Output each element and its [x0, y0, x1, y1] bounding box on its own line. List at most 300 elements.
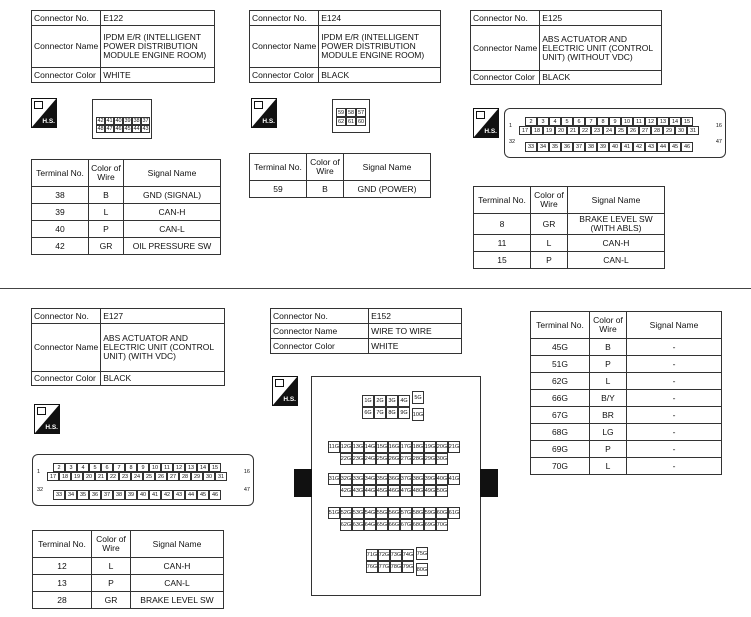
pin-cell: 4 [77, 463, 89, 472]
pin-cell: 52G [340, 507, 352, 519]
e127-connector-face [32, 454, 254, 506]
pin-cell: 36 [89, 490, 101, 500]
pin-cell: 18 [531, 126, 543, 135]
pin-cell: 57 [357, 109, 365, 116]
e124-info-table [249, 10, 441, 83]
pin-cell: 30 [675, 126, 687, 135]
pin-cell: 21G [448, 441, 460, 453]
pin-cell: 38 [133, 118, 140, 124]
pin-cell: 17 [47, 472, 59, 481]
signal-name-cell: CAN-L [131, 575, 224, 592]
pin-cell: 28 [179, 472, 191, 481]
pin-row [53, 463, 221, 472]
connector-latch-right [480, 469, 498, 497]
signal-name-cell: - [627, 407, 722, 424]
pin-row [340, 485, 448, 497]
pin-row [53, 490, 221, 500]
wire-color-cell: GR [92, 592, 131, 609]
pin-cell: 23 [591, 126, 603, 135]
pin-cell: 54G [364, 507, 376, 519]
pin-cell: 10 [149, 463, 161, 472]
pin-cell: 68G [412, 519, 424, 531]
pin-cell: 19 [543, 126, 555, 135]
pin-cell: 12G [340, 441, 352, 453]
pin-cell: 63G [352, 519, 364, 531]
table-row [531, 407, 722, 424]
wire-header: Color of Wire [531, 187, 568, 214]
pin-cell: 34 [65, 490, 77, 500]
pin-cell: 8 [125, 463, 137, 472]
terminal-no-cell: 70G [531, 458, 590, 475]
pin-cell: 44G [364, 485, 376, 497]
pin-cell: 41 [149, 490, 161, 500]
table-row [531, 339, 722, 356]
pin-cell: 58 [347, 109, 355, 116]
terminal-no-cell: 42 [32, 238, 89, 255]
pin-cell: 9G [398, 407, 410, 419]
pin-cell: 26 [627, 126, 639, 135]
signal-name-cell: - [627, 356, 722, 373]
table-row [531, 356, 722, 373]
pin-cell: 11 [633, 117, 645, 126]
pin-cell: 18G [412, 441, 424, 453]
pin-cell: 40 [609, 142, 621, 152]
terminal-no-cell: 59 [250, 181, 307, 198]
pin-cell: 6 [573, 117, 585, 126]
pin-cell: 10 [621, 117, 633, 126]
pin-cell: 20 [83, 472, 95, 481]
table-row [250, 181, 431, 198]
connector-name-value: IPDM E/R (INTELLIGENT POWER DISTRIBUTION MODULE ENGINE ROOM) [319, 26, 441, 68]
pin-cell: 3 [537, 117, 549, 126]
pin-cell: 13G [352, 441, 364, 453]
pin-cell: 64G [364, 519, 376, 531]
pin-label: 32 [37, 487, 44, 493]
connector-color-value: WHITE [101, 68, 215, 83]
terminal-no-cell: 67G [531, 407, 590, 424]
pin-row [340, 519, 448, 531]
signal-header: Signal Name [124, 160, 221, 187]
connector-no-label: Connector No. [32, 11, 101, 26]
pin-cell: 80G [416, 563, 428, 576]
connector-name-value: WIRE TO WIRE [369, 324, 462, 339]
pin-cell: 42G [340, 485, 352, 497]
wire-header: Color of Wire [307, 154, 344, 181]
pin-cell: 56G [388, 507, 400, 519]
pin-cell: 6 [101, 463, 113, 472]
connector-color-label: Connector Color [32, 68, 101, 83]
e122-info-table [31, 10, 215, 83]
connector-name-value: ABS ACTUATOR AND ELECTRIC UNIT (CONTROL UNIT) (WITH VDC) [101, 324, 225, 372]
terminal-no-cell: 8 [474, 214, 531, 235]
pin-cell: 57G [400, 507, 412, 519]
pin-cell: 9 [609, 117, 621, 126]
pin-cell: 39 [597, 142, 609, 152]
pin-cell: 43G [352, 485, 364, 497]
pin-cell: 21 [95, 472, 107, 481]
pin-cell: 38G [412, 473, 424, 485]
table-row [32, 187, 221, 204]
pin-row [362, 395, 410, 407]
harness-side-icon: H.S. [31, 98, 57, 128]
table-row [531, 373, 722, 390]
connector-no-value: E122 [101, 11, 215, 26]
connector-name-label: Connector Name [471, 26, 540, 71]
pin-cell: 59G [424, 507, 436, 519]
terminal-no-cell: 62G [531, 373, 590, 390]
pin-cell: 27 [639, 126, 651, 135]
wire-color-cell: GR [531, 214, 568, 235]
pin-cell: 66G [388, 519, 400, 531]
table-row [33, 575, 224, 592]
connector-name-label: Connector Name [32, 26, 101, 68]
wire-color-cell: L [89, 204, 124, 221]
pin-row [525, 117, 693, 126]
pin-cell: 23G [352, 453, 364, 465]
pin-cell: 38 [113, 490, 125, 500]
pin-cell: 41 [106, 118, 113, 124]
pin-cell: 7 [113, 463, 125, 472]
pin-label: 47 [243, 487, 250, 493]
connector-latch-left [294, 469, 312, 497]
signal-header: Signal Name [344, 154, 431, 181]
e125-signal-table [473, 186, 665, 269]
pin-cell: 27G [400, 453, 412, 465]
pin-cell: 39 [124, 118, 131, 124]
e122-connector-face [92, 99, 152, 139]
terminal-no-cell: 39 [32, 204, 89, 221]
pin-cell: 62 [337, 118, 345, 125]
terminal-no-cell: 38 [32, 187, 89, 204]
pin-cell: 16G [388, 441, 400, 453]
pin-cell: 53G [352, 507, 364, 519]
pin-cell: 35 [77, 490, 89, 500]
pin-cell: 26 [155, 472, 167, 481]
pin-label: 16 [243, 469, 250, 475]
pin-cell: 41 [621, 142, 633, 152]
pin-cell: 30 [203, 472, 215, 481]
table-row [531, 458, 722, 475]
terminal-header: Terminal No. [531, 312, 590, 339]
pin-cell: 29 [663, 126, 675, 135]
wire-color-cell: L [590, 373, 627, 390]
pin-cell: 4 [549, 117, 561, 126]
wire-color-cell: P [89, 221, 124, 238]
terminal-header: Terminal No. [32, 160, 89, 187]
table-row [32, 221, 221, 238]
harness-side-icon: H.S. [473, 108, 499, 138]
pin-cell: 67G [400, 519, 412, 531]
connector-name-value: IPDM E/R (INTELLIGENT POWER DISTRIBUTION MODULE ENGINE ROOM) [101, 26, 215, 68]
connector-color-label: Connector Color [32, 372, 101, 386]
wire-color-cell: B/Y [590, 390, 627, 407]
pin-cell: 5 [89, 463, 101, 472]
terminal-header: Terminal No. [474, 187, 531, 214]
pin-cell: 19G [424, 441, 436, 453]
pin-cell: 25 [615, 126, 627, 135]
signal-name-cell: GND (POWER) [344, 181, 431, 198]
pin-cell: 74G [402, 549, 414, 561]
signal-name-cell: CAN-H [568, 235, 665, 252]
wire-header: Color of Wire [92, 531, 131, 558]
pin-cell: 69G [424, 519, 436, 531]
pin-cell: 42 [161, 490, 173, 500]
table-row [474, 214, 665, 235]
pin-row [328, 473, 460, 485]
wire-color-cell: B [590, 339, 627, 356]
connector-name-value: ABS ACTUATOR AND ELECTRIC UNIT (CONTROL UNIT) (WITHOUT VDC) [540, 26, 662, 71]
e122-pin-grid [96, 117, 150, 133]
terminal-no-cell: 45G [531, 339, 590, 356]
e152-signal-table [530, 311, 722, 475]
pin-cell: 27 [167, 472, 179, 481]
pin-cell: 18 [59, 472, 71, 481]
terminal-no-cell: 12 [33, 558, 92, 575]
terminal-no-cell: 40 [32, 221, 89, 238]
pin-cell: 43 [142, 126, 149, 132]
pin-cell: 45 [197, 490, 209, 500]
pin-cell: 3 [65, 463, 77, 472]
pin-cell: 38 [585, 142, 597, 152]
pin-cell: 25G [376, 453, 388, 465]
pin-cell: 29G [424, 453, 436, 465]
pin-cell: 11 [161, 463, 173, 472]
table-row [33, 592, 224, 609]
pin-label: 32 [509, 139, 516, 145]
wire-color-cell: BR [590, 407, 627, 424]
connector-color-value: WHITE [369, 339, 462, 354]
signal-name-cell: - [627, 373, 722, 390]
e127-info-table [31, 308, 225, 386]
table-row [474, 252, 665, 269]
pin-cell: 15G [376, 441, 388, 453]
pin-cell: 61 [347, 118, 355, 125]
signal-name-cell: GND (SIGNAL) [124, 187, 221, 204]
connector-color-label: Connector Color [271, 339, 369, 354]
connector-no-value: E127 [101, 309, 225, 324]
signal-name-cell: OIL PRESSURE SW [124, 238, 221, 255]
pin-label: 47 [715, 139, 722, 145]
connector-no-label: Connector No. [271, 309, 369, 324]
signal-header: Signal Name [131, 531, 224, 558]
pin-cell: 46G [388, 485, 400, 497]
pin-cell: 32G [340, 473, 352, 485]
wire-color-cell: P [590, 441, 627, 458]
table-row [32, 204, 221, 221]
pin-cell: 7 [585, 117, 597, 126]
pin-cell: 43 [645, 142, 657, 152]
pin-row [328, 507, 460, 519]
section-divider [0, 288, 751, 289]
pin-cell: 14G [364, 441, 376, 453]
pin-label: 1 [509, 123, 513, 129]
pin-cell: 24G [364, 453, 376, 465]
connector-no-value: E124 [319, 11, 441, 26]
pin-cell: 4G [398, 395, 410, 407]
e124-signal-table [249, 153, 431, 198]
pin-cell: 45 [124, 126, 131, 132]
connector-no-value: E125 [540, 11, 662, 26]
wire-color-cell: L [590, 458, 627, 475]
pin-cell: 58G [412, 507, 424, 519]
wire-header: Color of Wire [590, 312, 627, 339]
pin-cell: 47G [400, 485, 412, 497]
pin-label: 1 [37, 469, 41, 475]
pin-cell: 60 [357, 118, 365, 125]
pin-cell: 22 [107, 472, 119, 481]
harness-side-icon: H.S. [251, 98, 277, 128]
pin-cell: 48G [412, 485, 424, 497]
terminal-no-cell: 66G [531, 390, 590, 407]
pin-row [362, 407, 410, 419]
pin-cell: 5G [412, 391, 424, 404]
e125-connector-face [504, 108, 726, 158]
pin-cell: 40 [115, 118, 122, 124]
signal-name-cell: CAN-H [124, 204, 221, 221]
pin-cell: 46 [209, 490, 221, 500]
terminal-no-cell: 51G [531, 356, 590, 373]
connector-color-label: Connector Color [250, 68, 319, 83]
pin-cell: 44 [185, 490, 197, 500]
table-row [531, 441, 722, 458]
pin-cell: 33G [352, 473, 364, 485]
pin-cell: 21 [567, 126, 579, 135]
pin-cell: 51G [328, 507, 340, 519]
pin-cell: 70G [436, 519, 448, 531]
signal-name-cell: - [627, 458, 722, 475]
pin-cell: 23 [119, 472, 131, 481]
pin-cell: 39G [424, 473, 436, 485]
pin-cell: 15 [209, 463, 221, 472]
pin-cell: 61G [448, 507, 460, 519]
pin-cell: 46 [115, 126, 122, 132]
pin-cell: 79G [402, 561, 414, 573]
pin-cell: 60G [436, 507, 448, 519]
pin-cell: 17G [400, 441, 412, 453]
pin-cell: 42 [633, 142, 645, 152]
harness-side-icon: H.S. [272, 376, 298, 406]
terminal-no-cell: 69G [531, 441, 590, 458]
wire-color-cell: P [590, 356, 627, 373]
pin-cell: 37 [101, 490, 113, 500]
pin-cell: 62G [340, 519, 352, 531]
terminal-header: Terminal No. [250, 154, 307, 181]
signal-name-cell: BRAKE LEVEL SW [131, 592, 224, 609]
connector-name-label: Connector Name [271, 324, 369, 339]
pin-cell: 34 [537, 142, 549, 152]
pin-cell: 20 [555, 126, 567, 135]
e124-connector-face [332, 99, 370, 133]
connector-color-value: BLACK [101, 372, 225, 386]
pin-cell: 31 [687, 126, 699, 135]
pin-cell: 1G [362, 395, 374, 407]
connector-color-label: Connector Color [471, 71, 540, 85]
table-row [32, 238, 221, 255]
wire-header: Color of Wire [89, 160, 124, 187]
pin-cell: 59 [337, 109, 345, 116]
pin-cell: 2G [374, 395, 386, 407]
pin-cell: 73G [390, 549, 402, 561]
wire-color-cell: B [89, 187, 124, 204]
pin-cell: 12 [645, 117, 657, 126]
signal-name-cell: - [627, 441, 722, 458]
connector-color-value: BLACK [540, 71, 662, 85]
pin-cell: 12 [173, 463, 185, 472]
pin-cell: 34G [364, 473, 376, 485]
pin-cell: 11G [328, 441, 340, 453]
pin-row [366, 561, 414, 573]
table-row [531, 424, 722, 441]
pin-cell: 25 [143, 472, 155, 481]
signal-name-cell: - [627, 390, 722, 407]
table-row [474, 235, 665, 252]
pin-cell: 26G [388, 453, 400, 465]
pin-cell: 39 [125, 490, 137, 500]
pin-cell: 20G [436, 441, 448, 453]
pin-cell: 8 [597, 117, 609, 126]
pin-cell: 24 [603, 126, 615, 135]
signal-header: Signal Name [568, 187, 665, 214]
harness-side-icon: H.S. [34, 404, 60, 434]
pin-cell: 65G [376, 519, 388, 531]
signal-name-cell: CAN-L [124, 221, 221, 238]
pin-cell: 24 [131, 472, 143, 481]
terminal-no-cell: 13 [33, 575, 92, 592]
connector-name-label: Connector Name [32, 324, 101, 372]
pin-cell: 76G [366, 561, 378, 573]
e122-signal-table [31, 159, 221, 255]
pin-cell: 22 [579, 126, 591, 135]
signal-name-cell: BRAKE LEVEL SW (WITH ABLS) [568, 214, 665, 235]
pin-row [366, 549, 414, 561]
pin-cell: 78G [390, 561, 402, 573]
terminal-header: Terminal No. [33, 531, 92, 558]
connector-name-label: Connector Name [250, 26, 319, 68]
pin-cell: 3G [386, 395, 398, 407]
pin-cell: 36 [561, 142, 573, 152]
pin-cell: 37 [142, 118, 149, 124]
terminal-no-cell: 68G [531, 424, 590, 441]
connector-no-label: Connector No. [471, 11, 540, 26]
pin-cell: 14 [669, 117, 681, 126]
pin-cell: 40G [436, 473, 448, 485]
e127-signal-table [32, 530, 224, 609]
pin-row [519, 126, 699, 135]
e124-pin-grid [336, 108, 366, 126]
wire-color-cell: P [531, 252, 568, 269]
pin-row [340, 453, 448, 465]
pin-cell: 49G [424, 485, 436, 497]
pin-cell: 7G [374, 407, 386, 419]
wire-color-cell: LG [590, 424, 627, 441]
pin-cell: 33 [525, 142, 537, 152]
signal-name-cell: - [627, 424, 722, 441]
pin-cell: 46 [681, 142, 693, 152]
pin-cell: 36G [388, 473, 400, 485]
pin-cell: 6G [362, 407, 374, 419]
signal-name-cell: - [627, 339, 722, 356]
terminal-no-cell: 15 [474, 252, 531, 269]
connector-color-value: BLACK [319, 68, 441, 83]
pin-cell: 13 [185, 463, 197, 472]
e152-info-table [270, 308, 462, 354]
connector-no-label: Connector No. [32, 309, 101, 324]
pin-cell: 45 [669, 142, 681, 152]
pin-cell: 47 [106, 126, 113, 132]
pin-cell: 2 [525, 117, 537, 126]
pin-cell: 5 [561, 117, 573, 126]
pin-cell: 17 [519, 126, 531, 135]
